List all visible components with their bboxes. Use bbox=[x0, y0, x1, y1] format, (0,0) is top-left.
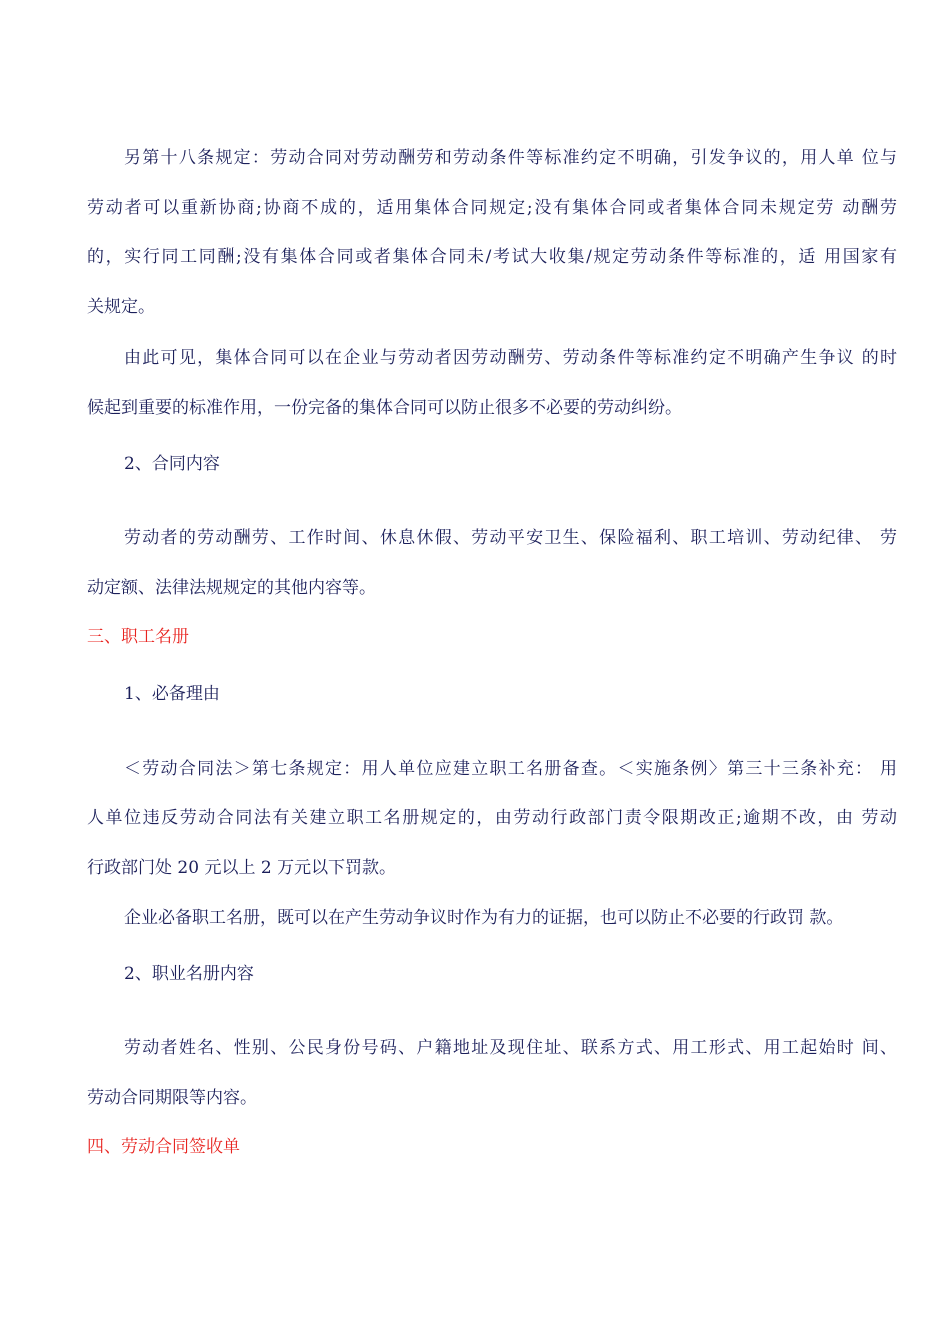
paragraph-line: ＜劳动合同法＞第七条规定：用人单位应建立职工名册备查。＜实施条例〉第三十三条补充： 用 bbox=[124, 759, 897, 779]
section-heading: 三、职工名册 bbox=[87, 627, 189, 647]
sub-heading: 2、职业名册内容 bbox=[124, 964, 254, 984]
paragraph-line: 劳动合同期限等内容。 bbox=[87, 1088, 257, 1108]
paragraph-line: 劳动者的劳动酬劳、工作时间、休息休假、劳动平安卫生、保险福利、职工培训、劳动纪律、 劳 bbox=[124, 528, 897, 548]
sub-heading: 1、必备理由 bbox=[124, 684, 220, 704]
paragraph-line: 关规定。 bbox=[87, 297, 155, 317]
paragraph-line: 的，实行同工同酬;没有集体合同或者集体合同未/考试大收集/规定劳动条件等标准的，适 用国家有 bbox=[87, 247, 897, 267]
paragraph-line: 行政部门处 20 元以上 2 万元以下罚款。 bbox=[87, 858, 397, 878]
paragraph-line: 动定额、法律法规规定的其他内容等。 bbox=[87, 578, 376, 598]
paragraph-line: 候起到重要的标准作用，一份完备的集体合同可以防止很多不必要的劳动纠纷。 bbox=[87, 398, 682, 418]
paragraph-line: 另第十八条规定：劳动合同对劳动酬劳和劳动条件等标准约定不明确，引发争议的，用人单 位与 bbox=[124, 148, 897, 168]
paragraph-line: 企业必备职工名册，既可以在产生劳动争议时作为有力的证据，也可以防止不必要的行政罚 款。 bbox=[124, 908, 844, 928]
paragraph-line: 人单位违反劳动合同法有关建立职工名册规定的，由劳动行政部门责令限期改正;逾期不改，由 劳动 bbox=[87, 808, 897, 828]
paragraph-line: 劳动者姓名、性别、公民身份号码、户籍地址及现住址、联系方式、用工形式、用工起始时 间、 bbox=[124, 1038, 897, 1058]
sub-heading: 2、合同内容 bbox=[124, 454, 220, 474]
section-heading: 四、劳动合同签收单 bbox=[87, 1137, 240, 1157]
paragraph-line: 劳动者可以重新协商;协商不成的，适用集体合同规定;没有集体合同或者集体合同未规定劳 动酬劳 bbox=[87, 198, 897, 218]
paragraph-line: 由此可见，集体合同可以在企业与劳动者因劳动酬劳、劳动条件等标准约定不明确产生争议 的时 bbox=[124, 348, 897, 368]
